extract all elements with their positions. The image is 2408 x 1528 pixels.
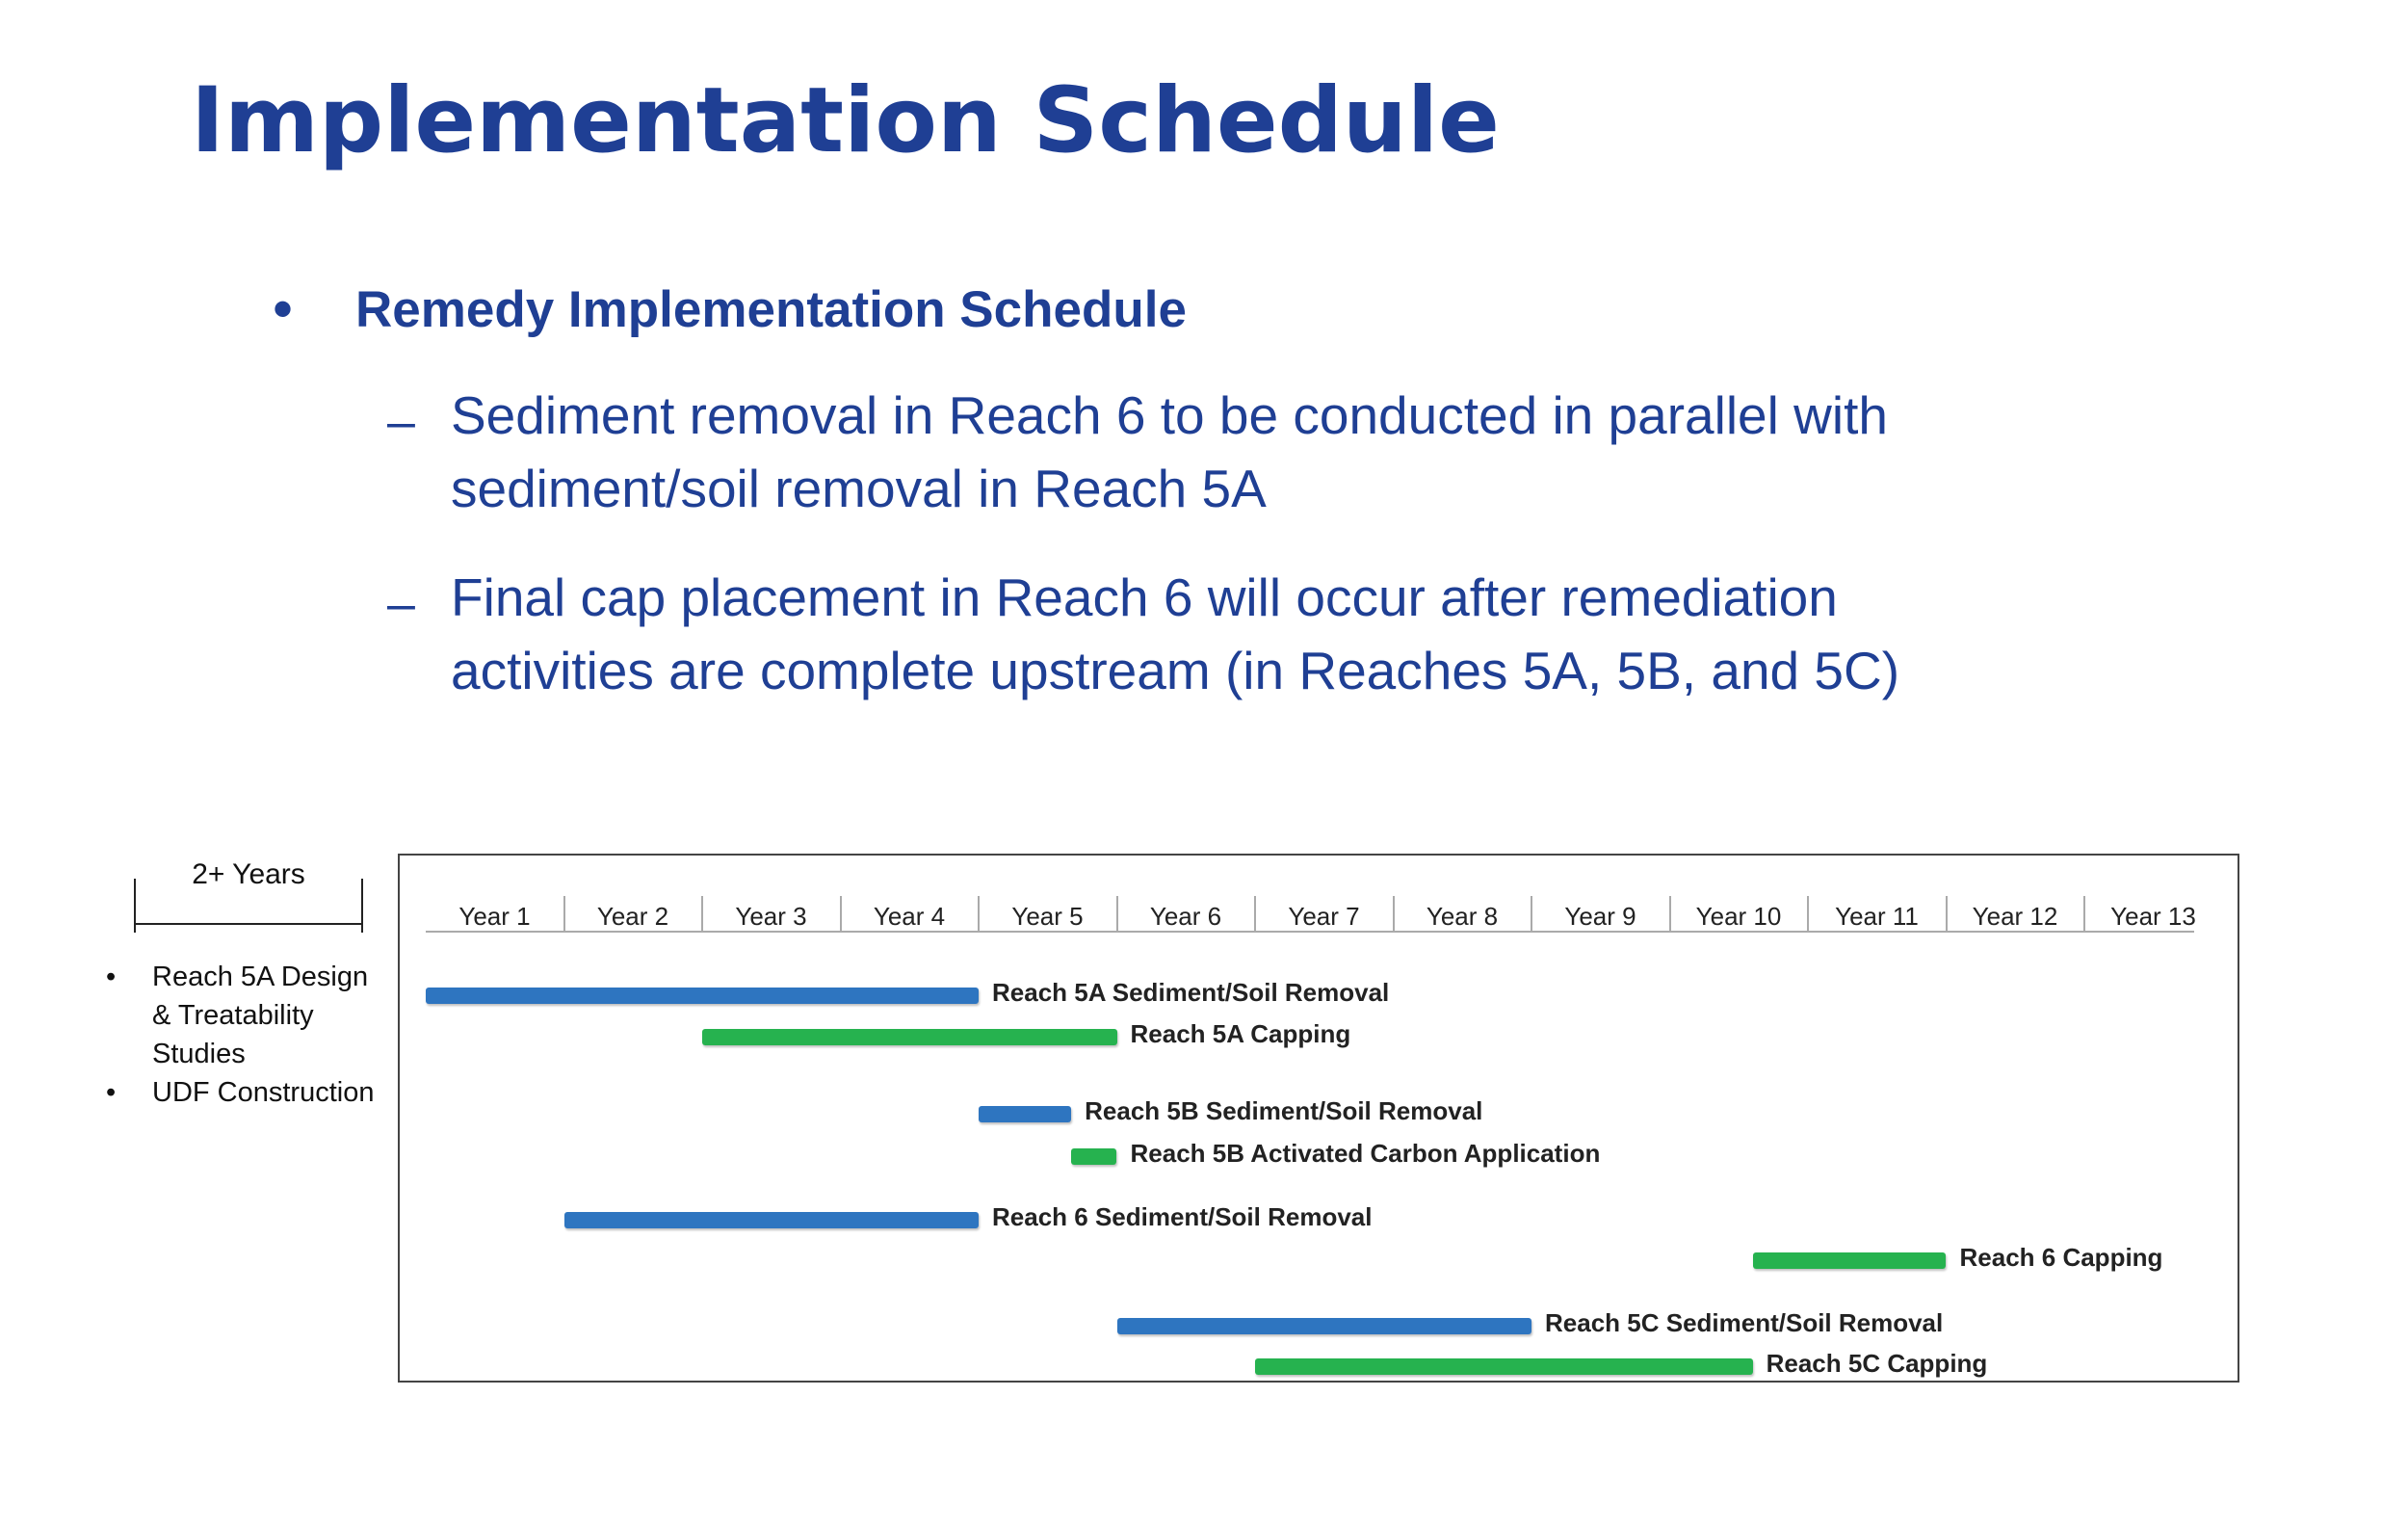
side-note-marker: • xyxy=(106,1077,117,1108)
sub-bullet-text xyxy=(451,561,1899,707)
x-tick-label: Year 6 xyxy=(1149,902,1222,931)
duration-label: 2+ Years xyxy=(192,858,305,890)
x-tick-label: Year 7 xyxy=(1288,902,1360,931)
duration-bracket-line xyxy=(135,923,362,925)
sub-bullet-marker: – xyxy=(387,394,415,450)
gantt-task-label: Reach 5B Sediment/Soil Removal xyxy=(1085,1096,1483,1125)
sub-bullet-text xyxy=(451,379,1888,525)
duration-bracket-cap-right xyxy=(361,879,363,933)
sub-bullet-marker: – xyxy=(387,576,415,632)
x-tick-separator xyxy=(978,896,980,931)
gantt-bar xyxy=(1071,1148,1116,1165)
side-note-line: Studies xyxy=(152,1039,246,1069)
gantt-bar xyxy=(979,1106,1071,1122)
side-note-line: Reach 5A Design xyxy=(152,962,369,992)
x-tick-separator xyxy=(1807,896,1809,931)
bullet-heading: Remedy Implementation Schedule xyxy=(355,281,1187,338)
gantt-task-label: Reach 5A Capping xyxy=(1130,1019,1351,1048)
bullet-marker: • xyxy=(273,277,294,341)
side-note-line: UDF Construction xyxy=(152,1077,375,1108)
gantt-task-label: Reach 5B Activated Carbon Application xyxy=(1130,1139,1601,1168)
x-tick-separator xyxy=(1116,896,1118,931)
x-tick-separator xyxy=(840,896,842,931)
x-tick-separator xyxy=(1254,896,1256,931)
gantt-bar xyxy=(426,988,979,1004)
duration-bracket-cap-left xyxy=(134,879,136,933)
x-tick-label: Year 5 xyxy=(1011,902,1084,931)
x-tick-separator xyxy=(1393,896,1395,931)
x-tick-label: Year 4 xyxy=(873,902,946,931)
gantt-bar xyxy=(1117,1318,1532,1334)
x-tick-label: Year 8 xyxy=(1426,902,1499,931)
x-tick-separator xyxy=(701,896,703,931)
x-tick-separator xyxy=(2083,896,2085,931)
gantt-task-label: Reach 5C Sediment/Soil Removal xyxy=(1545,1308,1944,1337)
gantt-bar xyxy=(702,1029,1117,1045)
sub-bullet-line: Final cap placement in Reach 6 will occur after remediation xyxy=(451,567,1838,627)
gantt-task-label: Reach 5C Capping xyxy=(1766,1349,1988,1378)
slide-title: Implementation Schedule xyxy=(191,68,1500,173)
x-tick-separator xyxy=(563,896,565,931)
x-tick-separator xyxy=(1946,896,1948,931)
x-tick-separator xyxy=(1669,896,1671,931)
x-tick-label: Year 12 xyxy=(1972,902,2058,931)
side-note-line: & Treatability xyxy=(152,1000,314,1031)
side-note-marker: • xyxy=(106,962,117,992)
x-tick-label: Year 1 xyxy=(458,902,531,931)
sub-bullet-line: Sediment removal in Reach 6 to be conducted in parallel with xyxy=(451,385,1888,445)
gantt-task-label: Reach 5A Sediment/Soil Removal xyxy=(992,978,1390,1007)
x-tick-label: Year 10 xyxy=(1695,902,1782,931)
x-tick-label: Year 2 xyxy=(596,902,669,931)
gantt-bar xyxy=(1255,1358,1753,1375)
x-tick-label: Year 9 xyxy=(1564,902,1636,931)
gantt-bar xyxy=(1753,1252,1947,1269)
year-axis-line xyxy=(426,931,2194,933)
gantt-task-label: Reach 6 Capping xyxy=(1959,1243,2163,1272)
x-tick-label: Year 11 xyxy=(1835,902,1919,931)
x-tick-label: Year 13 xyxy=(2110,902,2196,931)
gantt-bar xyxy=(564,1212,980,1228)
gantt-task-label: Reach 6 Sediment/Soil Removal xyxy=(992,1202,1373,1231)
x-tick-separator xyxy=(1531,896,1532,931)
sub-bullet-line: sediment/soil removal in Reach 5A xyxy=(451,459,1267,518)
sub-bullet-line: activities are complete upstream (in Reaches 5A, 5B, and 5C) xyxy=(451,641,1900,700)
x-tick-label: Year 3 xyxy=(735,902,807,931)
